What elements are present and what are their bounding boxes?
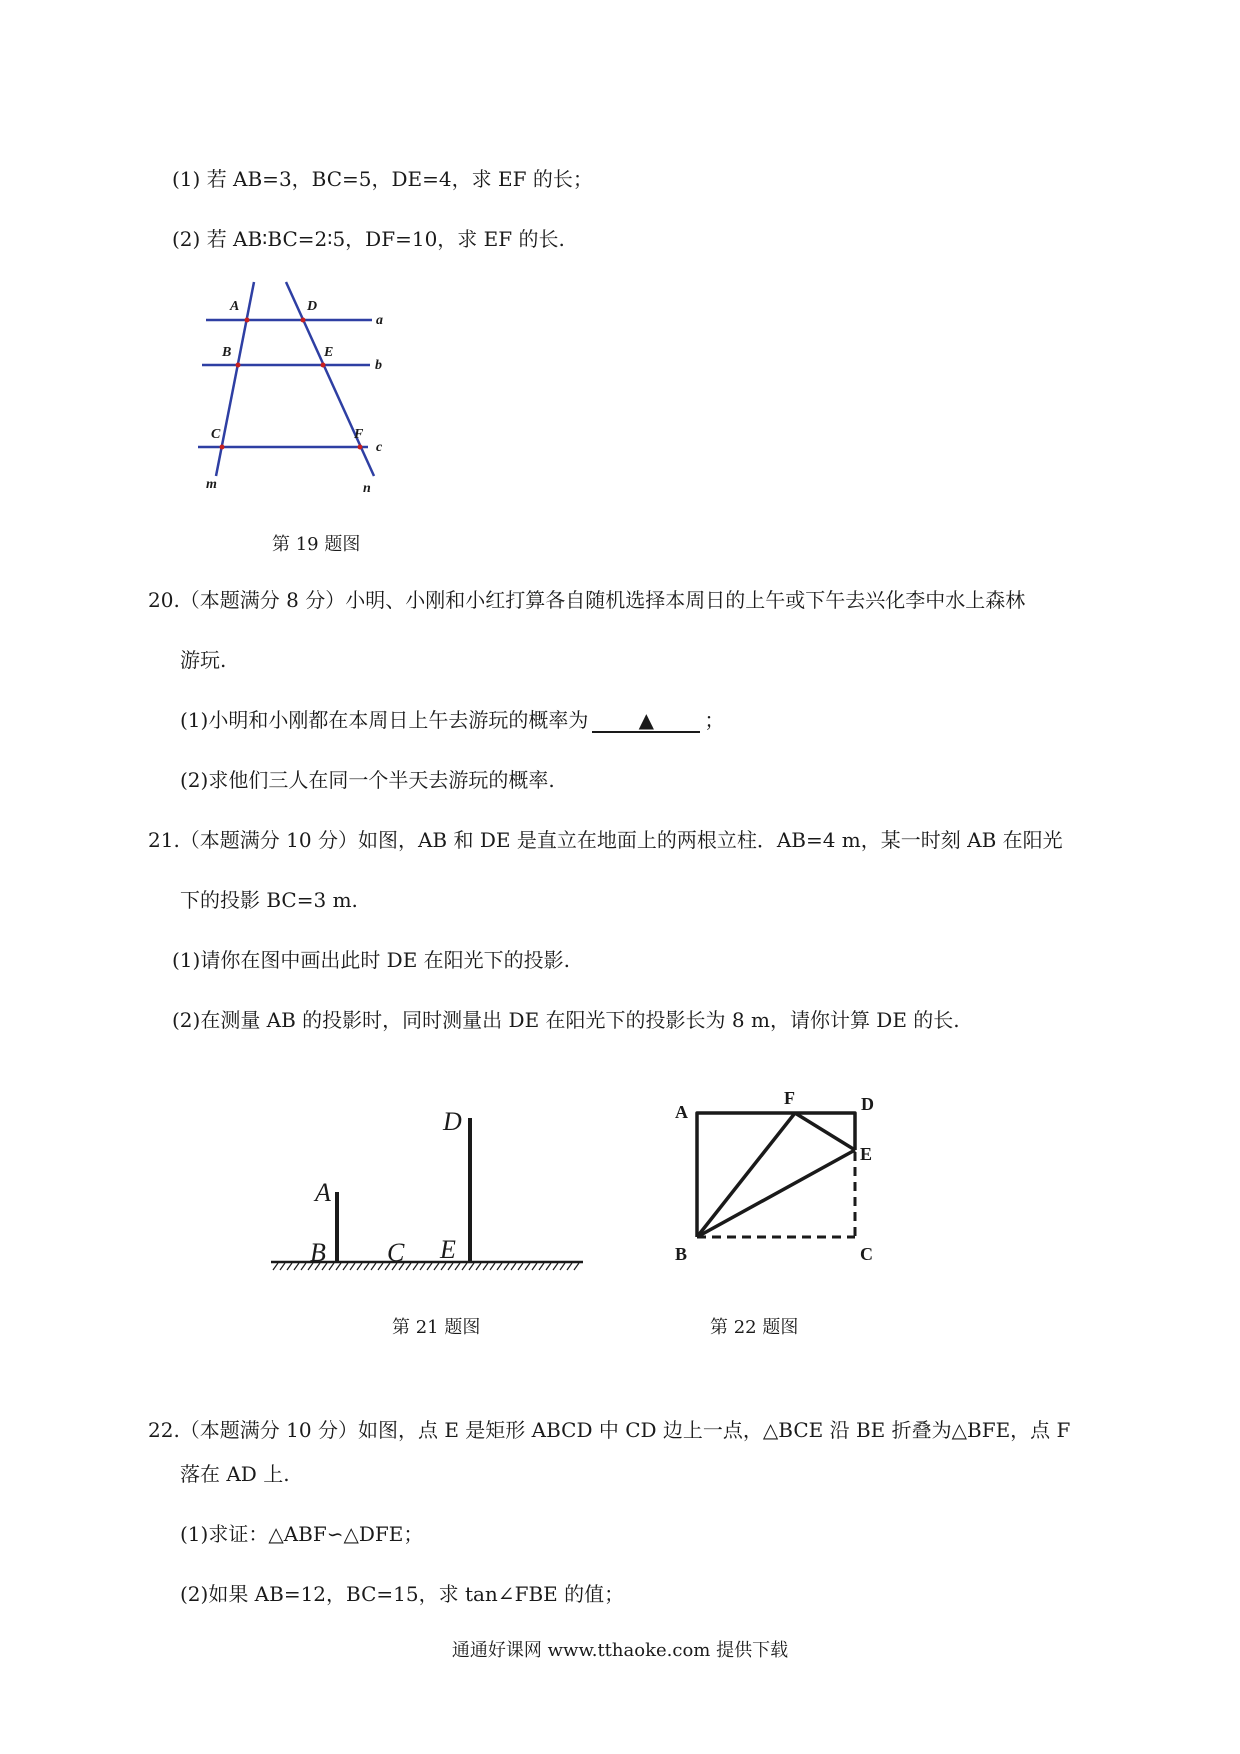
label-E: E xyxy=(440,1235,456,1264)
rect-ABFD xyxy=(697,1113,855,1237)
label-D: D xyxy=(443,1107,462,1136)
q20-stem-line1: 20.（本题满分 8 分）小明、小刚和小红打算各自随机选择本周日的上午或下午去兴化李中水上森林 xyxy=(148,588,1026,612)
label-B: B xyxy=(310,1238,326,1267)
label-a: a xyxy=(376,313,383,328)
segment-BF xyxy=(697,1113,795,1237)
label-F: F xyxy=(784,1088,795,1108)
q21-stem-line1: 21.（本题满分 10 分）如图，AB 和 DE 是直立在地面上的两根立柱．AB=4 m，某一时刻 AB 在阳光 xyxy=(148,828,1063,852)
q21-caption: 第 21 题图 xyxy=(392,1317,481,1338)
label-F: F xyxy=(354,427,364,442)
q21-figure xyxy=(265,1090,595,1280)
q21-part2: (2)在测量 AB 的投影时，同时测量出 DE 在阳光下的投影长为 8 m，请你计算 DE 的长. xyxy=(172,1008,960,1032)
q20-part1-end: ； xyxy=(704,708,725,732)
label-n: n xyxy=(363,481,371,496)
q21-part1: (1)请你在图中画出此时 DE 在阳光下的投影. xyxy=(172,948,571,972)
q20-part1-text: (1)小明和小刚都在本周日上午去游玩的概率为 xyxy=(180,708,589,732)
q19-part2: (2) 若 AB∶BC=2∶5，DF=10，求 EF 的长. xyxy=(172,227,565,251)
label-B: B xyxy=(222,345,232,360)
label-B: B xyxy=(675,1244,688,1264)
q22-caption: 第 22 题图 xyxy=(710,1317,799,1338)
q19-caption: 第 19 题图 xyxy=(272,534,361,555)
q22-figure xyxy=(670,1080,890,1280)
label-c: c xyxy=(376,440,383,455)
label-C: C xyxy=(211,427,221,442)
answer-blank: ▲ xyxy=(592,709,700,733)
q20-part1 xyxy=(180,706,724,734)
segment-FE xyxy=(795,1113,855,1150)
q20-stem-line2: 游玩. xyxy=(180,648,227,672)
label-A: A xyxy=(315,1178,331,1207)
q20-part2: (2)求他们三人在同一个半天去游玩的概率. xyxy=(180,768,555,792)
label-D: D xyxy=(861,1094,874,1114)
label-E: E xyxy=(324,345,334,360)
q22-part2: (2)如果 AB=12，BC=15，求 tan∠FBE 的值； xyxy=(180,1582,625,1606)
label-b: b xyxy=(375,358,382,373)
q21-stem-line2: 下的投影 BC=3 m. xyxy=(180,888,358,912)
label-A: A xyxy=(675,1102,688,1122)
label-D: D xyxy=(307,299,318,314)
q19-part1: (1) 若 AB=3，BC=5，DE=4，求 EF 的长； xyxy=(172,167,593,191)
q22-stem-line1: 22.（本题满分 10 分）如图，点 E 是矩形 ABCD 中 CD 边上一点，△BCE 沿 BE 折叠为△BFE，点 F xyxy=(148,1418,1071,1442)
label-C: C xyxy=(860,1244,873,1264)
label-m: m xyxy=(206,477,217,492)
q22-stem-line2: 落在 AD 上. xyxy=(180,1462,290,1486)
label-A: A xyxy=(230,299,240,314)
q22-part1: (1)求证：△ABF∽△DFE； xyxy=(180,1522,424,1546)
label-E: E xyxy=(860,1144,873,1164)
q19-figure xyxy=(190,270,410,500)
footer-source: 通通好课网 www.tthaoke.com 提供下载 xyxy=(451,1640,789,1661)
segment-BE xyxy=(697,1150,855,1237)
label-C: C xyxy=(387,1238,405,1267)
